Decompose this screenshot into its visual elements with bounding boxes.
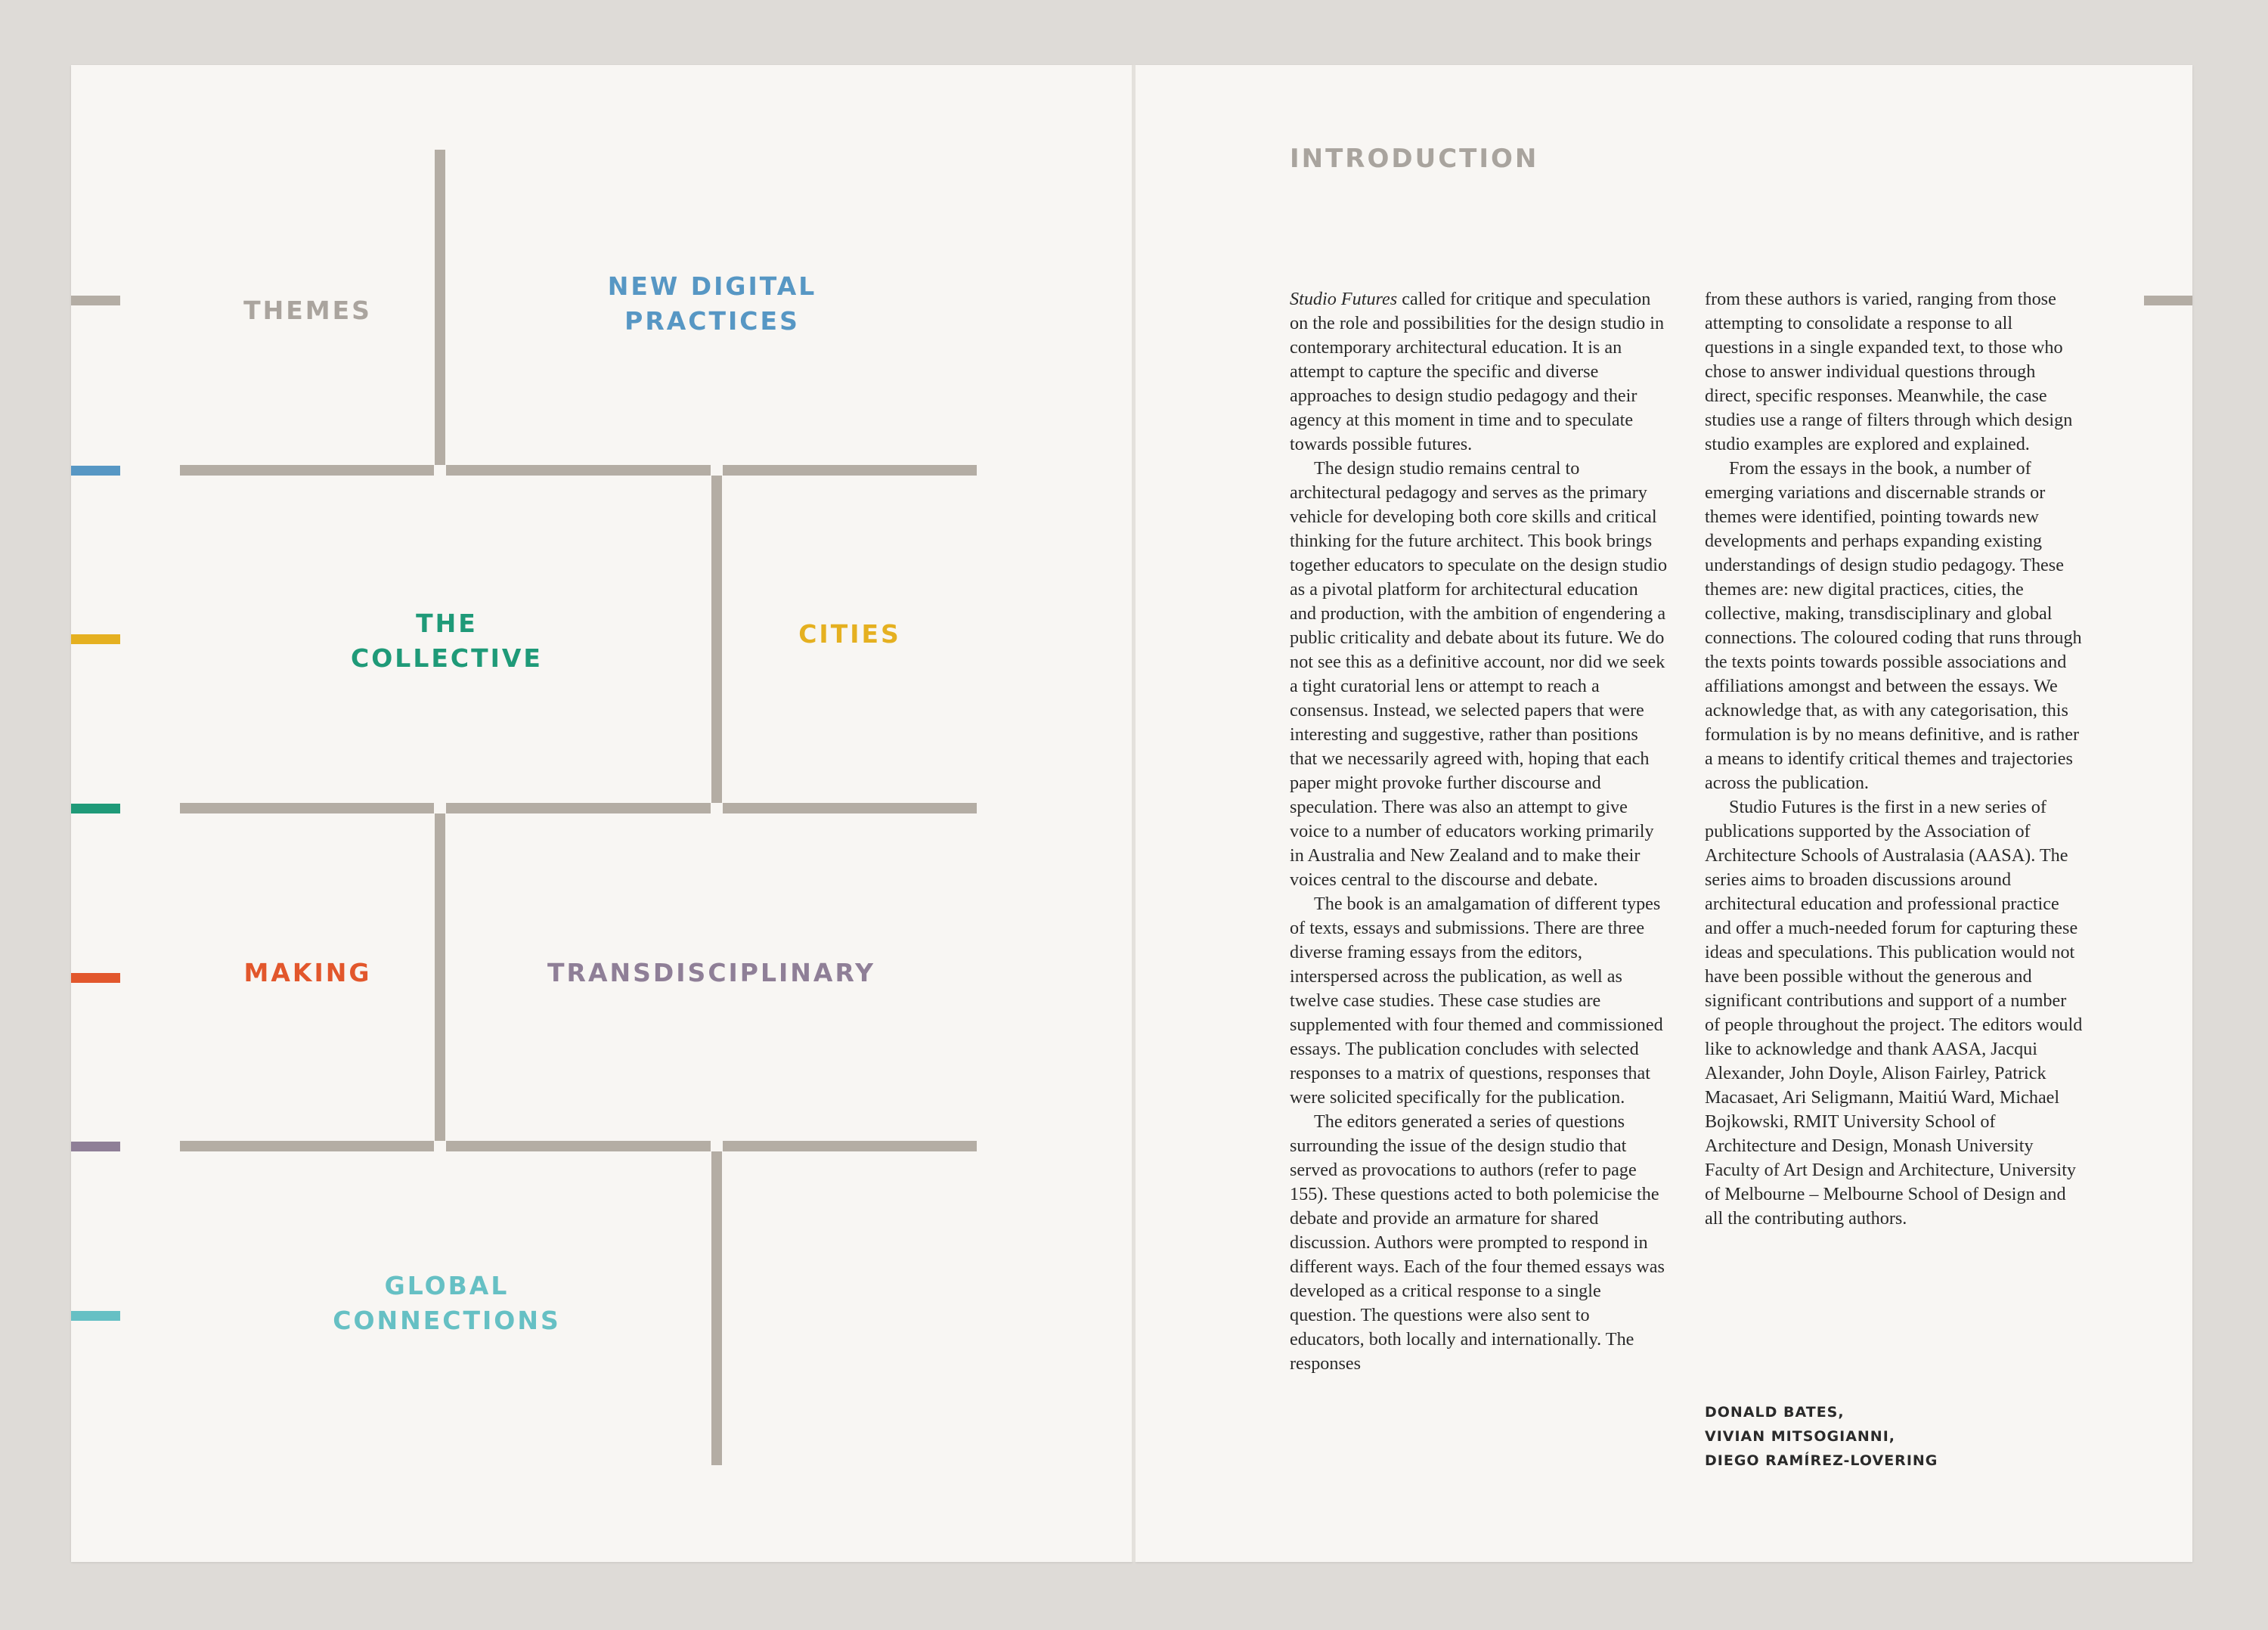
label-making-text: MAKING <box>243 958 372 987</box>
grid-bar <box>711 1151 722 1465</box>
tab-making <box>71 973 120 983</box>
grid-bar <box>435 813 445 1141</box>
text-column-1 <box>1290 287 1668 1376</box>
tab-the-collective <box>71 804 120 813</box>
label-transdisciplinary-text: TRANSDISCIPLINARY <box>547 958 875 987</box>
grid-bar <box>723 465 977 476</box>
paragraph-4-continued: from these authors is varied, ranging from those attempting to consolidate a response to all questions in a single expanded text, to those who chose to answer individual questions through direct, specific responses. Meanwhile, the case studies use a range of filters through which design studio examples are explored and explained. <box>1705 289 2073 454</box>
book-title: Studio Futures <box>1290 289 1398 309</box>
paragraph-1-body: called for critique and speculation on the role and possibilities for the design studio in contemporary architectural education. It is an attempt to capture the specific and diverse approaches to design studio pedagogy and their agency at this moment in time and to speculate towards possible futures. <box>1290 289 1665 454</box>
paragraph-6: Studio Futures is the first in a new series of publications supported by the Association of Architecture Schools of Australasia (AASA). The series aims to broaden discussions around architectural education and professional practice and offer a much-needed forum for capturing these ideas and speculations. This publication would not have been possible without the generous and significant contributions and support of a number of people throughout the project. The editors would like to acknowledge and thank AASA, Jacqui Alexander, John Doyle, Alison Fairley, Patrick Macasaet, Ari Seligmann, Maitiú Ward, Michael Bojkowski, RMIT University School of Architecture and Design, Monash University Faculty of Art Design and Architecture, University of Melbourne – Melbourne School of Design and all the contributing authors. <box>1705 797 2083 1229</box>
paragraph-1 <box>1290 287 1668 457</box>
label-cities-text: CITIES <box>798 619 901 649</box>
label-line: PRACTICES <box>624 306 800 336</box>
grid-bar <box>723 803 977 813</box>
label-line: NEW DIGITAL <box>607 271 817 301</box>
editor-name: DIEGO RAMÍREZ-LOVERING <box>1705 1452 1938 1469</box>
paragraph-3: The book is an amalgamation of different types of texts, essays and submissions. There are three diverse framing essays from the editors, interspersed across the publication, as well as twelve case studies. These case studies are supplemented with four themed and commissioned essays. The publication concludes with selected responses to a matrix of questions, responses that were solicited specifically for the publication. <box>1290 894 1663 1108</box>
tab-transdisciplinary <box>71 1142 120 1151</box>
tab-right-edge <box>2144 296 2192 305</box>
spine-gutter <box>1132 65 1136 1562</box>
grid-bar <box>180 1141 434 1151</box>
tab-new-digital-practices <box>71 466 120 476</box>
grid-bar <box>446 465 711 476</box>
label-line: GLOBAL <box>384 1271 510 1300</box>
label-global-connections <box>333 1269 561 1338</box>
grid-bar <box>711 476 722 803</box>
paragraph-5: From the essays in the book, a number of emerging variations and discernable strands or themes were identified, pointing towards new developments and perhaps expanding existing understandings of design studio pedagogy. These themes are: new digital practices, cities, the collective, making, transdisciplinary and global connections. The coloured coding that runs through the texts points towards possible associations and affiliations amongst and between the essays. We acknowledge that, as with any categorisation, this formulation is by no means definitive, and is rather a means to identify critical themes and trajectories across the publication. <box>1705 458 2082 793</box>
editors-signature <box>1705 1400 1938 1473</box>
grid-bar <box>723 1141 977 1151</box>
label-the-collective <box>351 606 543 676</box>
left-page <box>71 65 1132 1562</box>
grid-bar <box>435 150 445 465</box>
label-line: CONNECTIONS <box>333 1306 561 1335</box>
grid-bar <box>446 1141 711 1151</box>
tab-themes <box>71 296 120 305</box>
editor-name: VIVIAN MITSOGIANNI, <box>1705 1428 1896 1445</box>
label-themes <box>243 293 372 328</box>
label-new-digital-practices <box>608 269 817 339</box>
label-line: THE <box>416 609 478 638</box>
editor-name: DONALD BATES, <box>1705 1404 1845 1421</box>
grid-bar <box>446 803 711 813</box>
tab-cities <box>71 634 120 644</box>
label-making <box>244 956 372 990</box>
paragraph-2: The design studio remains central to architectural pedagogy and serves as the primary vehicle for developing both core skills and critical thinking for the future architect. This book brings together educators to speculate on the design studio as a pivotal platform for architectural education and production, with the ambition of engendering a public criticality and debate about its future. We do not see this as a definitive account, nor did we seek a tight curatorial lens or attempt to reach a consensus. Instead, we selected papers that were interesting and suggestive, rather than positions that we necessarily agreed with, hoping that each paper might provoke further discourse and speculation. There was also an attempt to give voice to a number of educators working primarily in Australia and New Zealand and to make their voices central to the discourse and debate. <box>1290 458 1668 890</box>
label-transdisciplinary <box>547 956 875 990</box>
grid-bar <box>180 803 434 813</box>
label-line: COLLECTIVE <box>351 643 543 673</box>
label-themes-text: THEMES <box>243 296 372 325</box>
label-cities <box>798 617 901 652</box>
page-title: INTRODUCTION <box>1290 144 1539 174</box>
paragraph-4: The editors generated a series of questions surrounding the issue of the design studio that served as provocations to authors (refer to page 155). These questions acted to both polemicise the debate and provide an armature for shared discussion. Authors were prompted to respond in different ways. Each of the four themed essays was developed as a critical response to a single question. The questions were also sent to educators, both locally and internationally. The responses <box>1290 1111 1665 1374</box>
tab-global-connections <box>71 1311 120 1321</box>
text-column-2 <box>1705 287 2083 1231</box>
grid-bar <box>180 465 434 476</box>
